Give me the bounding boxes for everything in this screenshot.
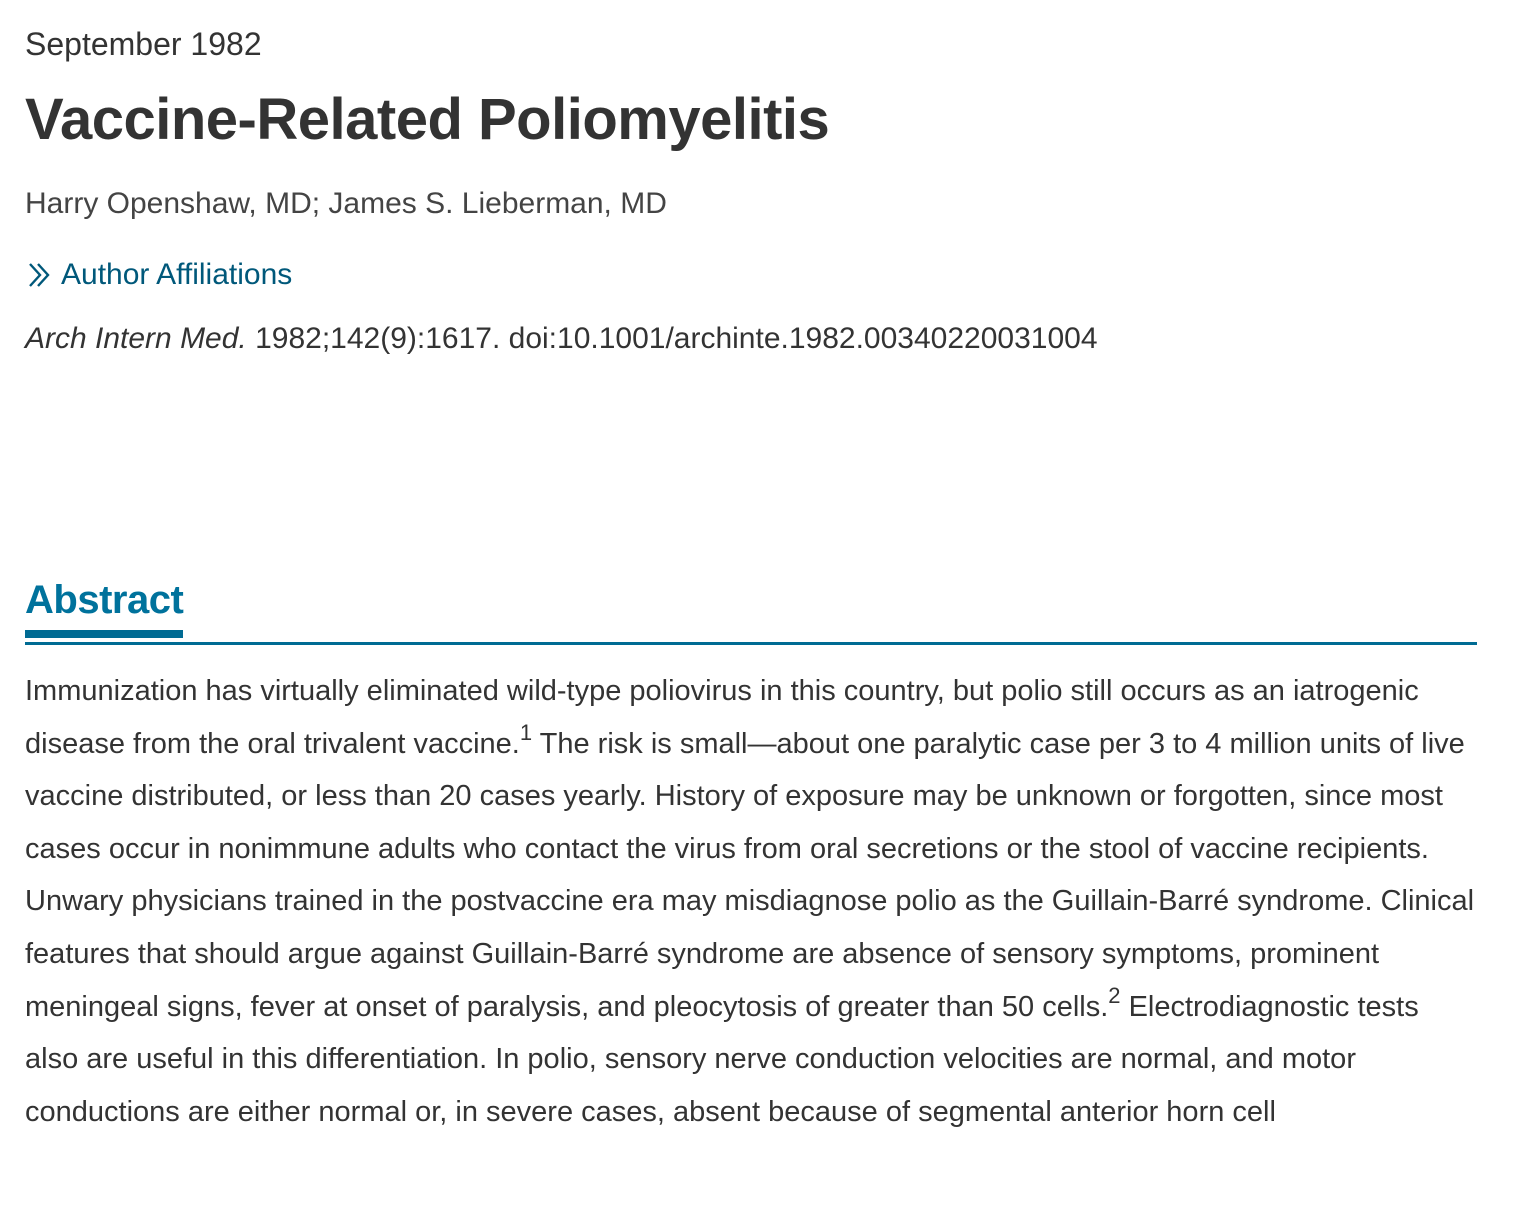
- abstract-segment: Electrodiagnostic tests also are useful in this differentiation. In polio, sensory nerve conduction velocities are normal, and motor conductions are either normal or, in severe cases, absent because of segmental anterior horn cell: [25, 990, 1419, 1128]
- issue-date: September 1982: [25, 26, 262, 62]
- author-affiliations-link[interactable]: [25, 254, 292, 296]
- citation: [25, 318, 1098, 360]
- author-affiliations-label: Author Affiliations: [61, 258, 293, 291]
- author-list: Harry Openshaw, MD; James S. Lieberman, MD: [25, 187, 667, 220]
- citation-details: 1982;142(9):1617. doi:10.1001/archinte.1982.00340220031004: [246, 322, 1098, 355]
- abstract-text: [25, 665, 1477, 1138]
- abstract-segment: The risk is small—about one paralytic case per 3 to 4 million units of live vaccine distributed, or less than 20 cases yearly. History of exposure may be unknown or forgotten, since most cases occur in nonimmune adults who contact the virus from oral secretions or the stool of vaccine recipients. Unwary physicians trained in the postvaccine era may misdiagnose polio as the Guillain-Barré syndrome. Clinical features that should argue against Guillain-Barré syndrome are absence of sensory symptoms, prominent meningeal signs, fever at onset of paralysis, and pleocytosis of greater than 50 cells.: [25, 727, 1475, 1023]
- reference-2-link[interactable]: 2: [1108, 982, 1121, 1008]
- reference-1-link[interactable]: 1: [519, 719, 533, 745]
- citation-journal: Arch Intern Med.: [25, 322, 247, 355]
- abstract-section-header: [25, 574, 1477, 645]
- abstract-heading: Abstract: [25, 574, 183, 638]
- abstract-segment: Immunization has virtually eliminated wild-type poliovirus in this country, but polio still occurs as an iatrogenic disease from the oral trivalent vaccine.: [25, 675, 1419, 760]
- article-title: Vaccine-Related Poliomyelitis: [25, 87, 830, 152]
- double-chevron-right-icon: [25, 260, 55, 290]
